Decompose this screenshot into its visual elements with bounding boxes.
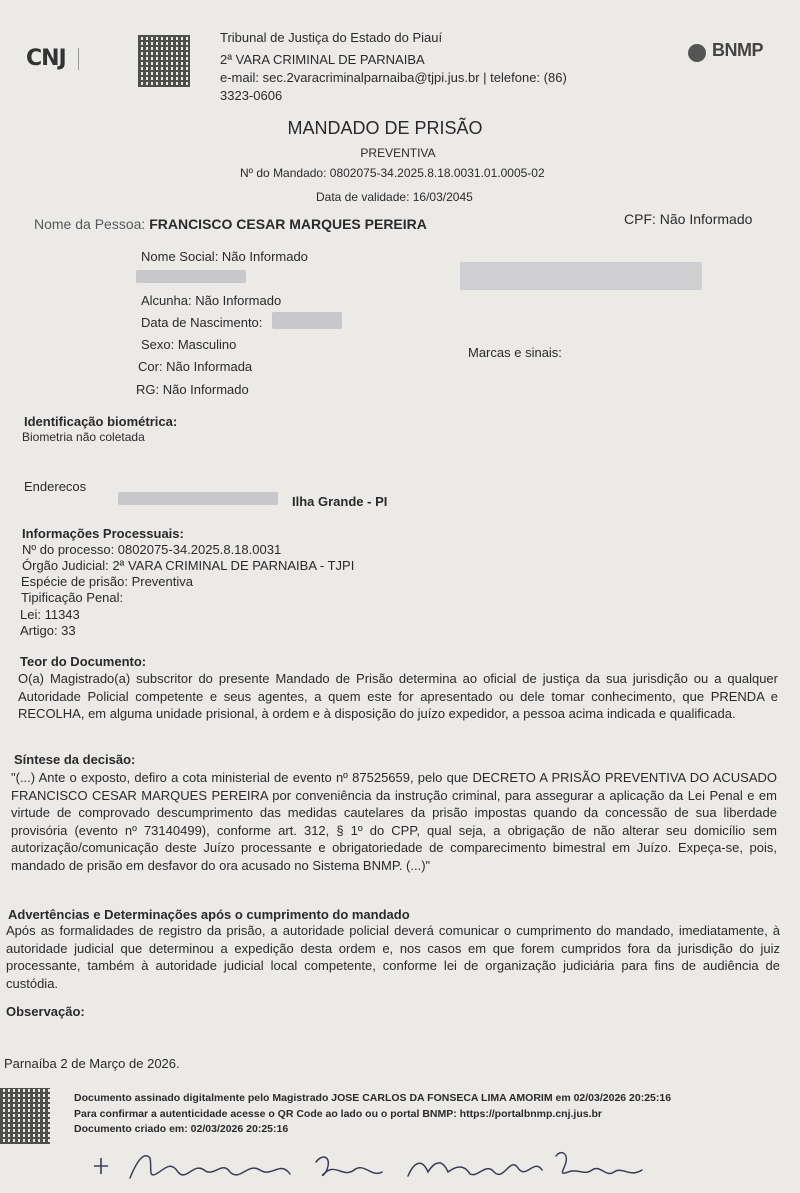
teor-title: Teor do Documento: — [20, 654, 147, 669]
redacted-photo-area — [460, 262, 702, 290]
redacted-field — [136, 270, 246, 283]
footer-authenticity: Para confirmar a autenticidade acesse o QR Code ao lado ou o portal BNMP: https://portalbnmp.cnj.jus.br — [74, 1108, 602, 1120]
person-name-label: Nome da Pessoa: — [34, 216, 146, 232]
court-vara: 2ª VARA CRIMINAL DE PARNAIBA — [220, 52, 425, 67]
biometric-value: Biometria não coletada — [22, 430, 145, 444]
signature-icon — [90, 1148, 650, 1188]
sintese-title: Síntese da decisão: — [14, 752, 136, 767]
footer-created: Documento criado em: 02/03/2026 20:25:16 — [74, 1123, 289, 1135]
process-arrest-type: Espécie de prisão: Preventiva — [21, 574, 193, 589]
document-title: MANDADO DE PRISÃO — [287, 118, 483, 138]
bnmp-logo — [688, 38, 780, 70]
birth-date-label: Data de Nascimento: — [141, 315, 263, 330]
validity-date: Data de validade: 16/03/2045 — [316, 190, 473, 204]
process-title: Informações Processuais: — [22, 526, 184, 541]
court-contact-line2: 3323-0606 — [220, 88, 283, 103]
process-court: Órgão Judicial: 2ª VARA CRIMINAL DE PARNAIBA - TJPI — [22, 558, 355, 573]
rg: RG: Não Informado — [136, 382, 249, 397]
court-contact-line1: e-mail: sec.2varacriminalparnaiba@tjpi.jus.br | telefone: (86) — [220, 70, 567, 85]
advertencias-title: Advertências e Determinações após o cumprimento do mandado — [8, 907, 410, 922]
redacted-birth-date — [272, 312, 342, 329]
process-number: Nº do processo: 0802075-34.2025.8.18.0031 — [22, 542, 282, 557]
person-name-row — [34, 217, 427, 232]
handwritten-signature — [90, 1148, 650, 1188]
birth-date — [141, 315, 262, 330]
header-qr-code — [138, 35, 190, 87]
process-penal-type: Tipificação Penal: — [21, 590, 124, 605]
cnj-logo-text: CNJ — [26, 46, 66, 71]
process-article: Artigo: 33 — [20, 623, 76, 638]
court-name: Tribunal de Justiça do Estado do Piauí — [220, 30, 443, 45]
address-city: Ilha Grande - PI — [292, 494, 388, 509]
address-title: Enderecos — [24, 479, 87, 494]
redacted-address — [118, 492, 278, 505]
footer-qr-code — [0, 1088, 50, 1144]
color: Cor: Não Informada — [138, 359, 253, 374]
warrant-type: PREVENTIVA — [360, 146, 436, 160]
cnj-logo — [26, 46, 116, 74]
footer-signed-by: Documento assinado digitalmente pelo Magistrado JOSE CARLOS DA FONSECA LIMA AMORIM em 02/03/2026 20:25:16 — [74, 1092, 672, 1104]
advertencias-text: Após as formalidades de registro da prisão, a autoridade policial deverá comunicar o cumprimento do mandado, imediatamente, à autoridade judicial que determinou a expedição desta ordem e, nos casos em que forem cumpridos fora da jurisdição do juiz processante, também à autoridade judicial local competente, conforme lei de organização judiciária para fins de audiência de custódia. — [6, 923, 780, 991]
process-law: Lei: 11343 — [20, 607, 80, 622]
bnmp-logo-text: BNMP — [712, 40, 763, 60]
warrant-number: Nº do Mandado: 0802075-34.2025.8.18.0031.01.0005-02 — [240, 166, 545, 180]
alias: Alcunha: Não Informado — [141, 293, 282, 308]
biometric-title: Identificação biométrica: — [24, 414, 178, 429]
date-place: Parnaíba 2 de Março de 2026. — [4, 1056, 180, 1071]
sintese-text: "(...) Ante o exposto, defiro a cota ministerial de evento nº 87525659, pelo que DECRETO A PRISÃO PREVENTIVA DO ACUSADO FRANCISCO CESAR MARQUES PEREIRA por conveniência da instrução criminal, para assegurar a aplicação da Lei Penal e em virtude de comprovado descumprimento das medidas cautelares da prisão impostas quando da concessão de sua liberdade provisória (evento nº 73140499), conforme art. 312, § 1º do CPP, qual seja, a obrigação de não alterar seu domicílio sem autorização/comunicação deste Juízo processante e obrigatoriedade de comparecimento bimestral em Juízo. Expeça-se, pois, mandado de prisão em desfavor do ora acusado no Sistema BNMP. (...)" — [11, 770, 777, 873]
cpf: CPF: Não Informado — [624, 211, 753, 227]
marks-signs: Marcas e sinais: — [468, 345, 562, 360]
bnmp-person-icon — [688, 44, 706, 62]
sex: Sexo: Masculino — [141, 337, 237, 352]
teor-text: O(a) Magistrado(a) subscritor do presente Mandado de Prisão determina ao oficial de justiça da sua jurisdição ou a qualquer Autoridade Policial competente e seus agentes, a quem este for apresentado ou dele tomar conhecimento, que PRENDA e RECOLHA, em alguma unidade prisional, à ordem e à disposição do juízo expedidor, a pessoa acima indicada e qualificada. — [18, 671, 778, 721]
social-name: Nome Social: Não Informado — [141, 249, 308, 264]
observacao-title: Observação: — [6, 1004, 85, 1019]
person-name-value: FRANCISCO CESAR MARQUES PEREIRA — [149, 216, 427, 232]
